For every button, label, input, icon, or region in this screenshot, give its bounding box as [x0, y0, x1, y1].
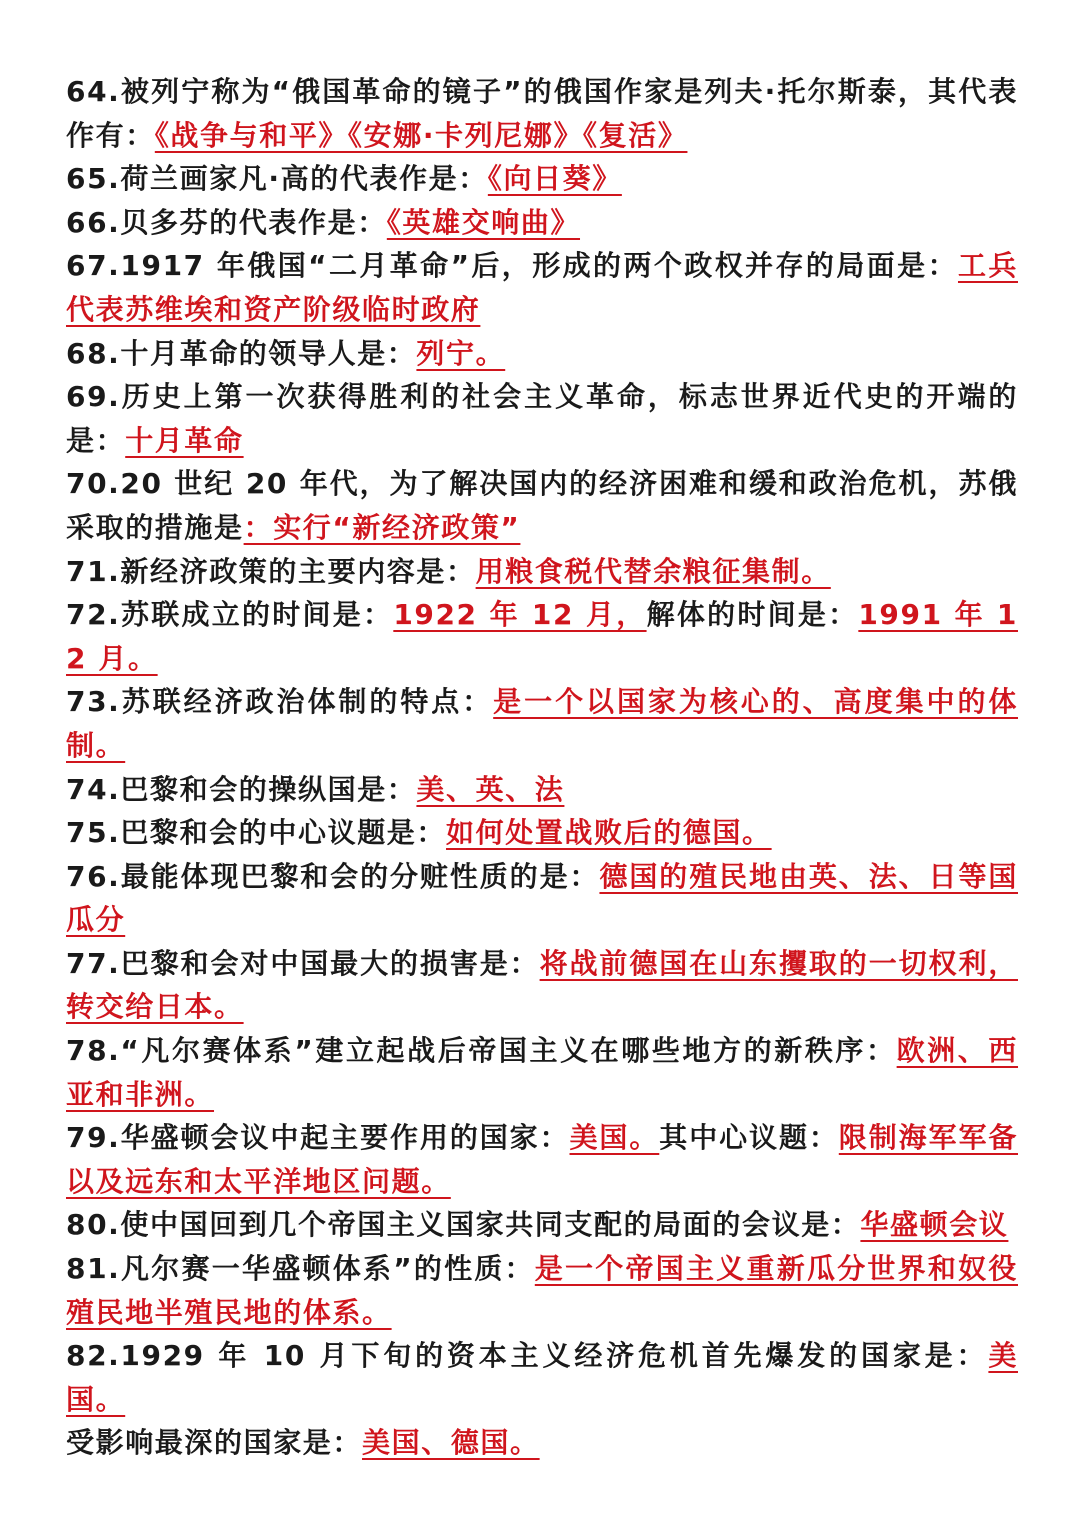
answer-text: 《英雄交响曲》 [386, 205, 581, 239]
answer-text: 华盛顿会议 [860, 1208, 1009, 1242]
question-65 [66, 157, 1018, 201]
answer-text: ：实行“新经济政策” [243, 510, 521, 544]
question-text-2: 其中心议题： [659, 1121, 839, 1155]
question-text: 76.最能体现巴黎和会的分赃性质的是： [66, 859, 600, 893]
answer-text: 《战争与和平》《安娜·卡列尼娜》《复活》 [154, 118, 688, 152]
answer-text: 工兵代表苏维埃和资产阶级临时政府 [66, 249, 1018, 326]
answer-text: 是一个以国家为核心的、高度集中的体制。 [66, 685, 1018, 762]
question-text: 67.1917 年俄国“二月革命”后，形成的两个政权并存的局面是： [66, 249, 958, 283]
answer-text-2: 限制海军军备以及远东和太平洋地区问题。 [66, 1121, 1018, 1198]
answer-text: 列宁。 [416, 336, 506, 370]
question-72 [66, 593, 1018, 680]
question-text: 79.华盛顿会议中起主要作用的国家： [66, 1121, 570, 1155]
question-text: 72.苏联成立的时间是： [66, 598, 394, 632]
question-text-2: 解体的时间是： [646, 598, 859, 632]
question-77 [66, 942, 1018, 1029]
answer-text: 欧洲、西亚和非洲。 [66, 1034, 1019, 1111]
question-66 [66, 201, 1018, 245]
question-78 [66, 1029, 1018, 1116]
question-81 [66, 1247, 1018, 1334]
question-70 [66, 462, 1018, 549]
answer-text: 《向日葵》 [487, 162, 622, 196]
question-73 [66, 680, 1018, 767]
question-text: 78.“凡尔赛体系”建立起战后帝国主义在哪些地方的新秩序： [66, 1034, 897, 1068]
question-text: 73.苏联经济政治体制的特点： [66, 685, 494, 719]
question-text: 65.荷兰画家凡·高的代表作是： [66, 162, 488, 196]
answer-text: 用粮食税代替余粮征集制。 [475, 554, 831, 588]
question-text: 68.十月革命的领导人是： [66, 336, 417, 370]
answer-text: 如何处置战败后的德国。 [446, 816, 772, 850]
question-text: 81.凡尔赛一华盛顿体系”的性质： [66, 1252, 535, 1286]
answer-text: 美国。 [569, 1121, 660, 1155]
question-text: 80.使中国回到几个帝国主义国家共同支配的局面的会议是： [66, 1208, 861, 1242]
question-74 [66, 768, 1018, 812]
question-text-2: 受影响最深的国家是： [66, 1426, 363, 1460]
answer-text: 是一个帝国主义重新瓜分世界和奴役殖民地半殖民地的体系。 [66, 1252, 1018, 1329]
question-text: 75.巴黎和会的中心议题是： [66, 816, 447, 850]
answer-text-2: 1991 年 12 月。 [66, 598, 1018, 675]
question-71 [66, 550, 1018, 594]
answer-text: 美国。 [66, 1339, 1018, 1416]
question-text: 70.20 世纪 20 年代，为了解决国内的经济困难和缓和政治危机，苏俄采取的措施是 [66, 467, 1018, 544]
answer-text: 1922 年 12 月， [393, 598, 647, 632]
question-80 [66, 1203, 1018, 1247]
question-text: 71.新经济政策的主要内容是： [66, 554, 476, 588]
question-82 [66, 1334, 1018, 1465]
question-76 [66, 855, 1018, 942]
question-text: 74.巴黎和会的操纵国是： [66, 772, 417, 806]
question-67 [66, 244, 1018, 331]
answer-text: 美、英、法 [416, 772, 565, 806]
answer-text-2: 美国、德国。 [362, 1426, 540, 1460]
question-text: 82.1929 年 10 月下旬的资本主义经济危机首先爆发的国家是： [66, 1339, 989, 1373]
question-text: 66.贝多芬的代表作是： [66, 205, 387, 239]
answer-text: 德国的殖民地由英、法、日等国瓜分 [66, 859, 1018, 937]
question-64 [66, 70, 1018, 157]
answer-text: 十月革命 [125, 423, 244, 457]
question-69 [66, 375, 1018, 462]
question-75 [66, 811, 1018, 855]
question-79 [66, 1116, 1018, 1203]
question-text: 69.历史上第一次获得胜利的社会主义革命，标志世界近代史的开端的是： [66, 380, 1018, 457]
answer-text: 将战前德国在山东攫取的一切权利，转交给日本。 [66, 946, 1018, 1024]
question-text: 77.巴黎和会对中国最大的损害是： [66, 946, 540, 980]
question-list [66, 70, 1018, 1465]
question-text: 64.被列宁称为“俄国革命的镜子”的俄国作家是列夫·托尔斯泰，其代表作有： [66, 75, 1018, 152]
question-68 [66, 332, 1018, 376]
